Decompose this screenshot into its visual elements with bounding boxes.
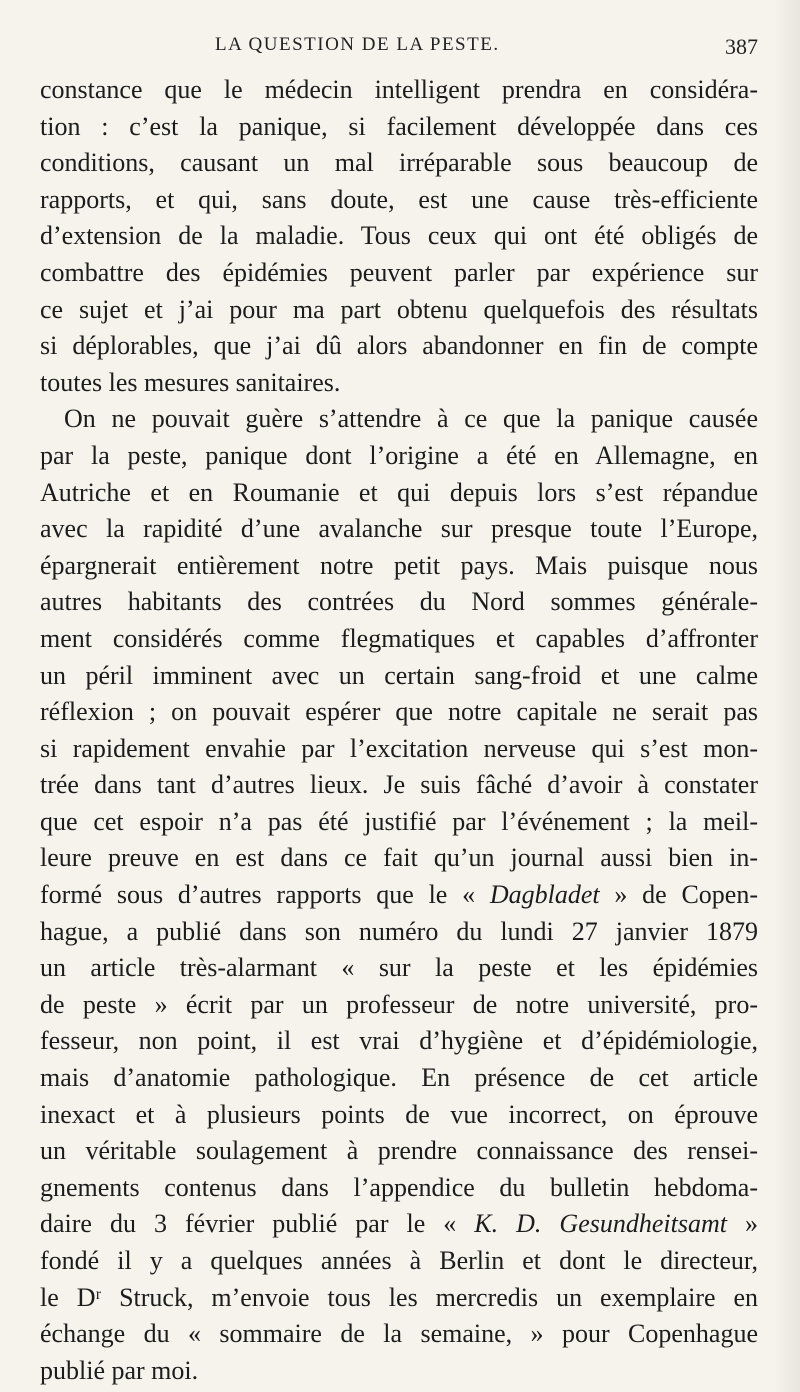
text-line: formé sous d’autres rapports que le « Dagbladet » de Copen- [40,880,758,910]
italic-text: K. D. Gesundheitsamt [474,1209,727,1239]
text-line: que cet espoir n’a pas été justifié par l’événement ; la meil- [40,806,758,836]
text-line: leure preuve en est dans ce fait qu’un journal aussi bien in- [40,843,758,873]
text-line: tion : c’est la panique, si facilement développée dans ces [40,111,758,141]
text-line: échange du « sommaire de la semaine, » pour Copenhague [40,1319,758,1349]
body-text [40,72,758,1389]
text-line: un article très-alarmant « sur la peste et les épidémies [40,953,758,983]
text-line: toutes les mesures sanitaires. [40,367,341,397]
page-edge-shadow [774,0,800,1392]
text-line: fesseur, non point, il est vrai d’hygiène et d’épidémiologie, [40,1026,758,1056]
text-line: le Dʳ Struck, m’envoie tous les mercredis un exemplaire en [40,1282,758,1312]
text-line: rapports, et qui, sans doute, est une cause très-efficiente [40,184,758,214]
text-line: d’extension de la maladie. Tous ceux qui ont été obligés de [40,221,758,251]
text-line: fondé il y a quelques années à Berlin et dont le directeur, [40,1246,758,1275]
running-head [40,34,758,64]
text-line: un péril imminent avec un certain sang-froid et une calme [40,660,758,690]
running-title: LA QUESTION DE LA PESTE. [215,34,500,55]
text-line: Autriche et en Roumanie et qui depuis lors s’est répandue [40,477,758,507]
text-line: daire du 3 février publié par le « K. D. Gesundheitsamt » [40,1209,758,1239]
text-line: On ne pouvait guère s’attendre à ce que la panique causée [64,404,758,434]
text-line: gnements contenus dans l’appendice du bulletin hebdoma- [40,1172,758,1202]
text-line: combattre des épidémies peuvent parler par expérience sur [40,257,758,287]
text-line: de peste » écrit par un professeur de notre université, pro- [40,989,758,1019]
text-line: mais d’anatomie pathologique. En présence de cet article [40,1063,758,1093]
text-line: conditions, causant un mal irréparable sous beaucoup de [40,148,758,178]
text-line: trée dans tant d’autres lieux. Je suis fâché d’avoir à constater [40,770,758,800]
text-line: par la peste, panique dont l’origine a été en Allemagne, en [40,440,758,470]
text-line: épargnerait entièrement notre petit pays. Mais puisque nous [40,550,758,580]
text-line: si rapidement envahie par l’excitation nerveuse qui s’est mon- [40,733,758,763]
text-line: avec la rapidité d’une avalanche sur presque toute l’Europe, [40,514,758,544]
text-line: si déplorables, que j’ai dû alors abandonner en fin de compte [40,331,758,361]
page-number: 387 [725,34,758,59]
text-line: ment considérés comme flegmatiques et capables d’affronter [40,623,758,653]
text-line: inexact et à plusieurs points de vue incorrect, on éprouve [40,1099,758,1129]
text-line: constance que le médecin intelligent prendra en considéra- [40,75,758,104]
text-line: hague, a publié dans son numéro du lundi 27 janvier 1879 [40,916,758,946]
text-line: autres habitants des contrées du Nord sommes générale- [40,587,758,617]
text-line: réflexion ; on pouvait espérer que notre capitale ne serait pas [40,697,758,727]
text-line: publié par moi. [40,1355,199,1385]
text-line: un véritable soulagement à prendre connaissance des rensei- [40,1136,758,1166]
italic-text: Dagbladet [489,880,600,910]
text-line: ce sujet et j’ai pour ma part obtenu quelquefois des résultats [40,294,758,324]
